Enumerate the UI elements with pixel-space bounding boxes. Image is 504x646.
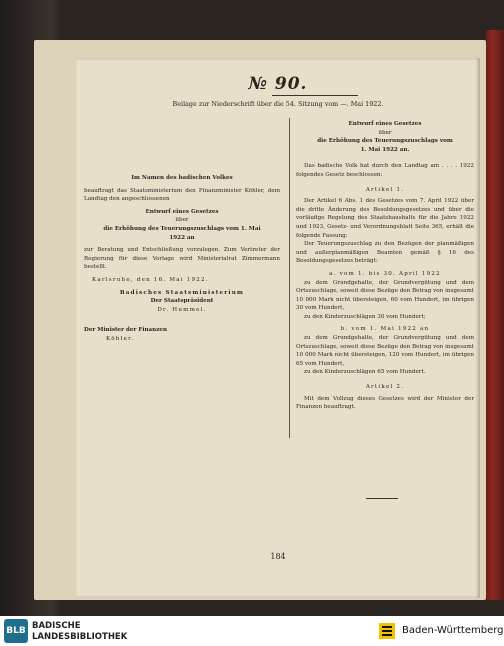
book-cover-edge — [486, 30, 504, 600]
left-draft-subject: die Erhöhung des Teuerungszuschlags vom 1. Mai 1922 an — [103, 225, 261, 241]
number-underline — [272, 95, 358, 96]
library-name[interactable] — [32, 621, 127, 643]
page-number: 184 — [270, 552, 286, 561]
president-title: Der Staatspräsident — [150, 298, 214, 305]
minister-title: Der Minister der Finanzen — [84, 327, 168, 334]
blb-logo[interactable]: BLB — [4, 619, 28, 643]
minister-name: Köhler. — [106, 335, 135, 342]
article1-text2: Der Teuerungszuschlag zu den Bezügen der planmäßigen und außerplanmäßigen Beamten gemäß § 16 des Besoldungsgesetzes beträgt: — [296, 241, 474, 265]
right-draft-ueber: über — [378, 129, 392, 136]
left-column — [84, 174, 280, 344]
left-draft-ueber: über — [175, 217, 189, 224]
right-column — [296, 120, 474, 412]
document-page — [76, 58, 480, 598]
clause-b-title: b. vom 1. Mai 1922 an — [340, 326, 430, 333]
preamble: Das badische Volk hat durch den Landtag am . . . . 1922 folgendes Gesetz beschlossen: — [296, 163, 474, 178]
article2-text: Mit dem Vollzug dieses Gesetzes wird der Minister der Finanzen beauftragt. — [296, 395, 474, 411]
library-name-line2: LANDESBIBLIOTHEK — [32, 632, 128, 642]
intro-text: beauftragt das Staatsministerium den Finanzminister Köhler, dem Landtag den angeschlossenen — [84, 187, 280, 203]
heading-volk: Im Namen des badischen Volkes — [131, 175, 233, 181]
library-name-line1: BADISCHE — [32, 621, 81, 631]
document-subtitle: Beilage zur Niederschrift über die 54. Sitzung vom —. Mai 1922. — [172, 100, 384, 108]
right-draft-title: Entwurf eines Gesetzes — [348, 121, 422, 127]
place-date: Karlsruhe, den 16. Mai 1922. — [92, 276, 209, 283]
bw-lions-emblem-icon — [378, 622, 396, 640]
purpose-text: zur Beratung und Entschließung vorzulegen. Zum Vertreter der Regierung für diese Vorlage wird Ministerialrat Zimmermann bestellt. — [84, 247, 280, 271]
state-name[interactable]: Baden-Württemberg — [402, 625, 504, 636]
document-number: № 90. — [248, 74, 308, 94]
column-divider — [289, 118, 290, 438]
viewer-footer — [0, 616, 504, 646]
end-rule — [366, 498, 398, 499]
president-name: Dr. Hummel. — [157, 306, 207, 313]
clause-b-text2: zu den Kinderzuschlägen 65 vom Hundert. — [304, 369, 426, 376]
clause-b-text: zu dem Grundgehalte, der Grundvergütung und dem Ortszuschlage, soweit diese Bezüge den Betrag von insgesamt 10 000 Mark nicht übersteigen, 120 vom Hundert, im übrigen 65 vom Hundert, — [296, 335, 474, 367]
clause-a-text2: zu den Kinderzuschlägen 30 vom Hundert; — [304, 313, 426, 320]
article2-title: Artikel 2. — [365, 384, 405, 391]
left-draft-title: Entwurf eines Gesetzes — [145, 208, 219, 215]
article1-title: Artikel 1. — [365, 186, 405, 193]
ministry-name: Badisches Staatsministerium — [119, 289, 245, 296]
article1-text: Der Artikel 6 Abs. 1 des Gesetzes vom 7. April 1922 über die dritte Änderung des Besoldungsgesetzes und über die vorläufige Regelung des Staatshaushalts für die Jahre 1922 und 1923, Gesetz- und Verordnungsblatt Seite 365, erhält die folgende Fassung: — [296, 198, 474, 239]
clause-a-text: zu dem Grundgehalte, der Grundvergütung und dem Ortszuschlage, soweit diese Bezüge den Betrag von insgesamt 10 000 Mark nicht übersteigen, 60 vom Hundert, im übrigen 30 vom Hundert, — [296, 279, 474, 312]
right-draft-subject: die Erhöhung des Teuerungszuschlags vom 1. Mai 1922 an. — [317, 138, 453, 153]
clause-a-title: a. vom 1. bis 30. April 1922 — [329, 270, 441, 277]
